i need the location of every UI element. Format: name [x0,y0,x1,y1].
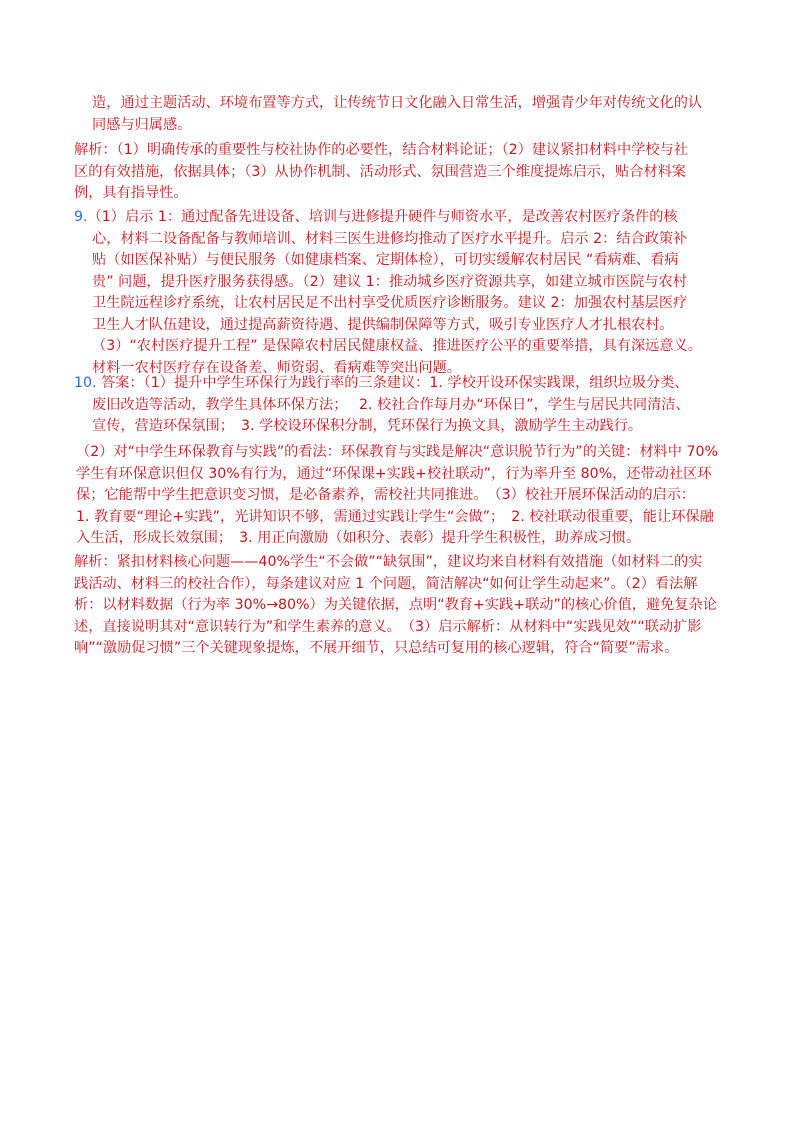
text-line: 废旧改造等活动，教学生具体环保方法； 2. 校社合作每月办“环保日”，学生与居民共同清洁、 [92,396,690,413]
question-9-answer [74,207,734,379]
text-line: 例，具有指导性。 [74,185,188,201]
answer-8-continuation [74,93,734,136]
text-line: 学生有环保意识但仅 30%有行为，通过“环保课+实践+校社联动”，行为率升至 80%，还带动社区环 [76,465,712,482]
text-line: 入生活，形成长效氛围； 3. 用正向激励（如积分、表彰）提升学生积极性，助养成习惯。 [76,530,641,546]
text-line: 践活动、材料三的校社合作），每条建议对应 1 个问题，简洁解决“如何让学生动起来”。（2）看法解 [74,575,698,592]
question-10-part2 [76,442,736,550]
analysis-10 [74,552,734,660]
text-line: 解析：紧扣材料核心问题——40%学生“不会做”“缺氛围”，建议均来自材料有效措施（如材料二的实 [74,554,703,570]
text-line: 贴（如医保补贴）与便民服务（如健康档案、定期体检），可切实缓解农村居民 “看病难、看病 [92,252,679,268]
text-line: 造，通过主题活动、环境布置等方式，让传统节日文化融入日常生活，增强青少年对传统文化的认 [92,95,703,111]
text-line: 卫生院远程诊疗系统，让农村居民足不出村享受优质医疗诊断服务。建议 2：加强农村基层医疗 [92,295,688,311]
text-line: 心，材料二设备配备与教师培训、材料三医生进修均推动了医疗水平提升。启示 2：结合政策补 [92,230,688,247]
text-line: （3）“农村医疗提升工程” 是保障农村居民健康权益、推进医疗公平的重要举措，具有深远意义。 [92,338,702,354]
text-line: 同感与归属感。 [92,116,192,133]
question-10-answer [74,373,734,438]
text-line: 材料一农村医疗存在设备差、师资弱、看病难等突出问题。 [92,359,461,376]
text-line: 述，直接说明其对“意识转行为”和学生素养的意义。 （3）启示解析：从材料中“实践见效”“联动扩影 [74,618,702,635]
text-line: （1）启示 1：通过配备先进设备、培训与进修提升硬件与师资水平，是改善农村医疗条件的核 [87,209,678,225]
text-line: 答案：（1）提升中学生环保行为践行率的三条建议：1. 学校开设环保实践课，组织垃圾分类、 [101,375,689,391]
text-line: 区的有效措施，依据具体；（3）从协作机制、活动形式、氛围营造三个维度提炼启示，贴合材料案 [74,163,686,180]
text-line: 1. 教育要“理论+实践”，光讲知识不够，需通过实践让学生“会做”； 2. 校社联动很重要，能让环保融 [76,508,714,525]
text-line: 贵” 问题，提升医疗服务获得感。（2）建议 1：推动城乡医疗资源共享，如建立城市医院与农村 [92,273,687,290]
text-line: 解析：（1）明确传承的重要性与校社协作的必要性，结合材料论证；（2）建议紧扣材料中学校与社 [74,142,688,158]
text-line: 析：以材料数据（行为率 30%→80%）为关键依据，点明“教育+实践+联动”的核心价值，避免复杂论 [74,597,717,613]
question-number: 9. [74,209,88,225]
text-line: 宣传，营造环保氛围； 3. 学校设环保积分制，凭环保行为换文具，激励学生主动践行。 [92,418,643,434]
text-line: （2）对“中学生环保教育与实践”的看法：环保教育与实践是解决“意识脱节行为”的关键：材料中 70% [76,444,718,460]
text-line: 卫生人才队伍建设，通过提高薪资待遇、提供编制保障等方式，吸引专业医疗人才扎根农村。 [92,316,674,333]
text-line: 保；它能帮中学生把意识变习惯，是必备素养，需校社共同推进。 （3）校社开展环保活动的启示： [76,487,696,503]
text-line: 响”“激励促习惯”三个关键现象提炼，不展开细节，只总结可复用的核心逻辑，符合“简要”需求。 [74,640,679,656]
analysis-8 [74,140,734,205]
question-number: 10. [74,375,97,391]
